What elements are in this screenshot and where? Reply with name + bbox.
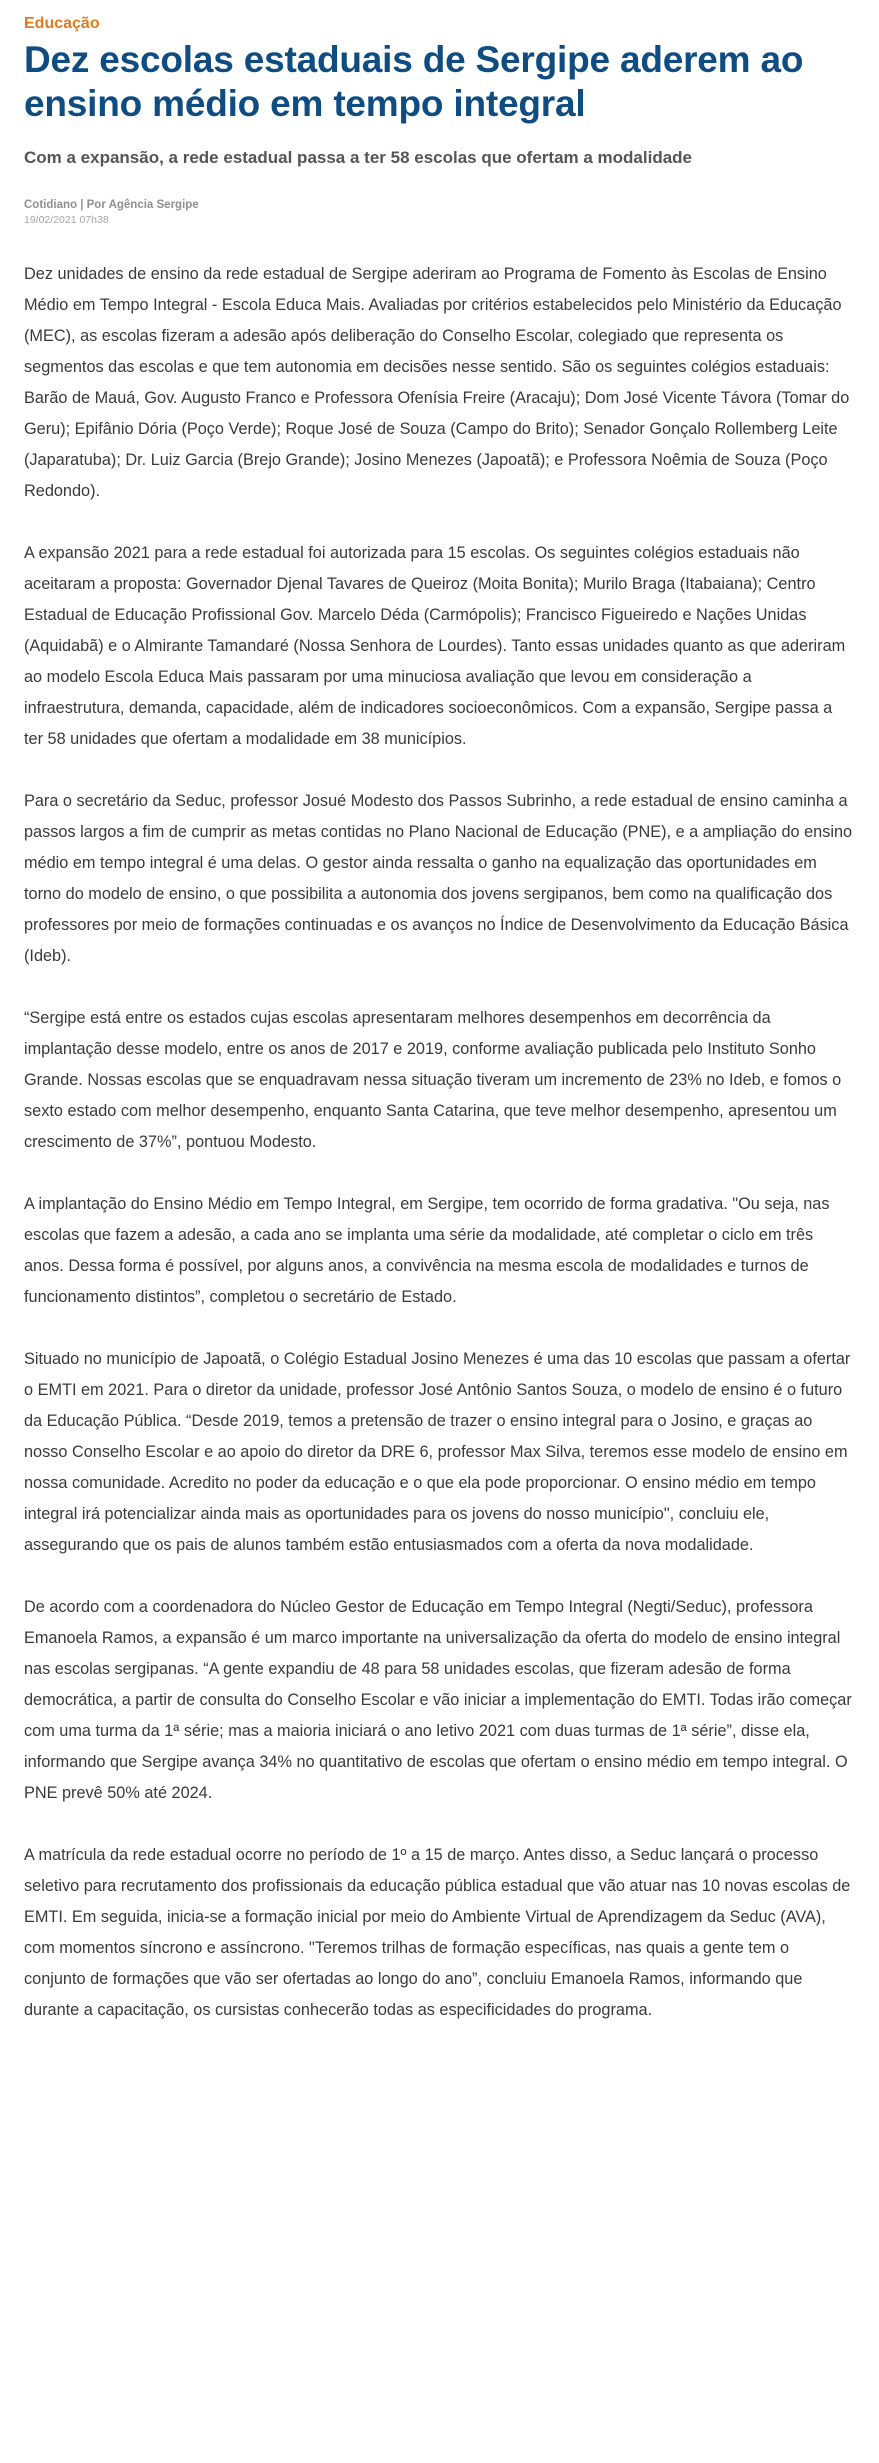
- article-byline: [24, 198, 855, 228]
- article-body: [24, 259, 855, 2026]
- article-subtitle: Com a expansão, a rede estadual passa a ter 58 escolas que ofertam a modalidade: [24, 148, 693, 167]
- body-paragraph-5: A implantação do Ensino Médio em Tempo Integral, em Sergipe, tem ocorrido de forma gradativa. "Ou seja, nas escolas que fazem a adesão, a cada ano se implanta uma série da modalidade, até completar o ciclo em três anos. Dessa forma é possível, por alguns anos, a convivência na mesma escola de modalidades e turnos de funcionamento distintos”, completou o secretário de Estado.: [24, 1195, 830, 1306]
- body-paragraph-6: Situado no município de Japoatã, o Colégio Estadual Josino Menezes é uma das 10 escolas que passam a ofertar o EMTI em 2021. Para o diretor da unidade, professor José Antônio Santos Souza, o modelo de ensino é o futuro da Educação Pública. “Desde 2019, temos a pretensão de trazer o ensino integral para o Josino, e graças ao nosso Conselho Escolar e ao apoio do diretor da DRE 6, professor Max Silva, teremos esse modelo de ensino em nossa comunidade. Acredito no poder da educação e o que ela pode proporcionar. O ensino médio em tempo integral irá potencializar ainda mais as oportunidades para os jovens do nosso município", concluiu ele, assegurando que os pais de alunos também estão entusiasmados com a oferta da nova modalidade.: [24, 1350, 851, 1554]
- article-headline: Dez escolas estaduais de Sergipe aderem ao ensino médio em tempo integral: [24, 39, 804, 124]
- body-paragraph-3: Para o secretário da Seduc, professor Josué Modesto dos Passos Subrinho, a rede estadual de ensino caminha a passos largos a fim de cumprir as metas contidas no Plano Nacional de Educação (PNE), e a ampliação do ensino médio em tempo integral é uma delas. O gestor ainda ressalta o ganho na equalização das oportunidades em torno do modelo de ensino, o que possibilita a autonomia dos jovens sergipanos, bem como na qualificação dos professores por meio de formações continuadas e os avanços no Índice de Desenvolvimento da Educação Básica (Ideb).: [24, 792, 853, 965]
- body-paragraph-8: A matrícula da rede estadual ocorre no período de 1º a 15 de março. Antes disso, a Seduc lançará o processo seletivo para recrutamento dos profissionais da educação pública estadual que vão atuar nas 10 novas escolas de EMTI. Em seguida, inicia-se a formação inicial por meio do Ambiente Virtual de Aprendizagem da Seduc (AVA), com momentos síncrono e assíncrono. "Teremos trilhas de formação específicas, nas quais a gente tem o conjunto de formações que vão ser ofertadas ao longo do ano”, concluiu Emanoela Ramos, informando que durante a capacitação, os cursistas conhecerão todas as especificidades do programa.: [24, 1846, 851, 2019]
- body-paragraph-7: De acordo com a coordenadora do Núcleo Gestor de Educação em Tempo Integral (Negti/Seduc), professora Emanoela Ramos, a expansão é um marco importante na universalização da oferta do modelo de ensino integral nas escolas sergipanas. “A gente expandiu de 48 para 58 unidades escolas, que fizeram adesão de forma democrática, a partir de consulta do Conselho Escolar e vão iniciar a implementação do EMTI. Todas irão começar com uma turma da 1ª série; mas a maioria iniciará o ano letivo 2021 com duas turmas de 1ª série”, disse ela, informando que Sergipe avança 34% no quantitativo de escolas que ofertam o ensino médio em tempo integral. O PNE prevê 50% até 2024.: [24, 1598, 852, 1802]
- category-label[interactable]: Educação: [24, 15, 100, 32]
- body-paragraph-4: “Sergipe está entre os estados cujas escolas apresentaram melhores desempenhos em decorrência da implantação desse modelo, entre os anos de 2017 e 2019, conforme avaliação publicada pelo Instituto Sonho Grande. Nossas escolas que se enquadravam nessa situação tiveram um incremento de 23% no Ideb, e fomos o sexto estado com melhor desempenho, enquanto Santa Catarina, que teve melhor desempenho, apresentou um crescimento de 37%”, pontuou Modesto.: [24, 1009, 842, 1151]
- section-author: Cotidiano | Por Agência Sergipe: [24, 199, 199, 211]
- body-paragraph-2: A expansão 2021 para a rede estadual foi autorizada para 15 escolas. Os seguintes colégios estaduais não aceitaram a proposta: Governador Djenal Tavares de Queiroz (Moita Bonita); Murilo Braga (Itabaiana); Centro Estadual de Educação Profissional Gov. Marcelo Déda (Carmópolis); Francisco Figueiredo e Nações Unidas (Aquidabã) e o Almirante Tamandaré (Nossa Senhora de Lourdes). Tanto essas unidades quanto as que aderiram ao modelo Escola Educa Mais passaram por uma minuciosa avaliação que levou em consideração a infraestrutura, demanda, capacidade, além de indicadores socioeconômicos. Com a expansão, Sergipe passa a ter 58 unidades que ofertam a modalidade em 38 municípios.: [24, 544, 846, 748]
- body-paragraph-1: Dez unidades de ensino da rede estadual de Sergipe aderiram ao Programa de Fomento às Escolas de Ensino Médio em Tempo Integral - Escola Educa Mais. Avaliadas por critérios estabelecidos pelo Ministério da Educação (MEC), as escolas fizeram a adesão após deliberação do Conselho Escolar, colegiado que representa os segmentos das escolas e que tem autonomia em decisões nesse sentido. São os seguintes colégios estaduais: Barão de Mauá, Gov. Augusto Franco e Professora Ofenísia Freire (Aracaju); Dom José Vicente Távora (Tomar do Geru); Epifânio Dória (Poço Verde); Roque José de Souza (Campo do Brito); Senador Gonçalo Rollemberg Leite (Japaratuba); Dr. Luiz Garcia (Brejo Grande); Josino Menezes (Japoatã); e Professora Noêmia de Souza (Poço Redondo).: [24, 265, 850, 500]
- publish-datetime: 19/02/2021 07h38: [24, 214, 109, 226]
